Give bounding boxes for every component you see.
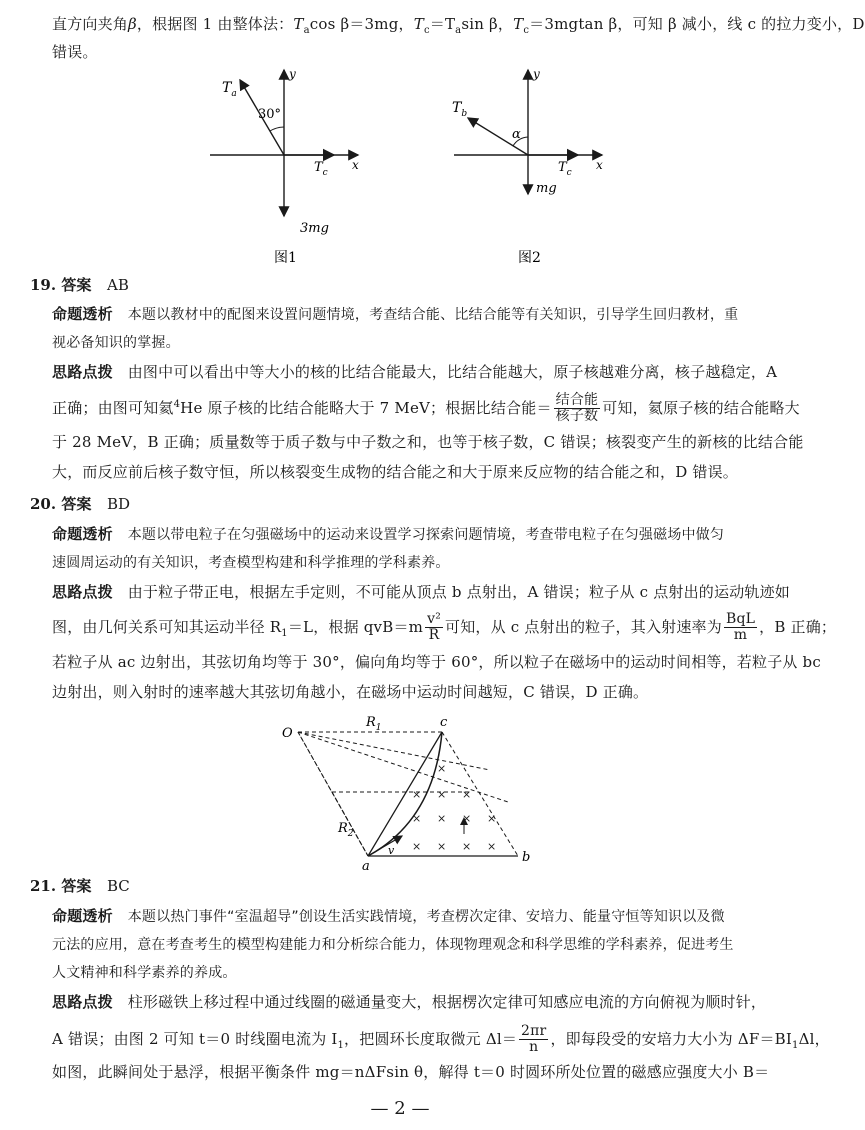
fig2-label-tc: $T_c$ [558, 160, 572, 178]
fig3-field-crosses [412, 762, 496, 853]
q20-answer: 20. 答案 BD [30, 495, 131, 513]
fig3-cross: × [462, 812, 472, 825]
fig3-cross: × [462, 840, 472, 853]
figure-3 [280, 710, 540, 874]
fig1-label-angle: 30° [258, 107, 282, 122]
figure-1 [200, 66, 380, 276]
fig3-cross: × [487, 840, 497, 853]
binding-energy-fraction: $\frac{\text{结合能}}{\text{核子数}}$ [555, 392, 599, 425]
fig2-label-angle: α [512, 127, 521, 142]
fig1-angle-arc [270, 127, 284, 131]
fig3-label-a: a [362, 859, 370, 874]
q19-solution-line-1: 思路点拨 由图中可以看出中等大小的核的比结合能最大，比结合能越大，原子核越难分离，核子越稳定，A [52, 363, 778, 381]
fig3-label-r1: $R_1$ [366, 715, 382, 733]
fig3-cross: × [412, 840, 422, 853]
fig3-cross: × [412, 788, 422, 801]
intro-line-2: 错误。 [52, 43, 98, 61]
centripetal-fraction: $\frac{\text{v²}}{R}$ [427, 611, 442, 644]
fig3-label-b: b [522, 850, 531, 865]
q21-analysis-line-2: 元法的应用，意在考查考生的模型构建能力和分析综合能力，体现物理观念和科学思维的学科素养，促进考生 [52, 937, 734, 953]
fig3-cross: × [437, 812, 447, 825]
q21-solution-line-3: 如图，此瞬间处于悬浮，根据平衡条件 mg＝nΔFsin θ，解得 t＝0 时圆环所处位置的磁感应强度大小 B＝ [52, 1063, 770, 1081]
fig1-label-ta: $T_a$ [222, 80, 237, 99]
fig2-label-x: x [596, 158, 603, 172]
fig2-label-tb: $T_b$ [452, 100, 468, 119]
q21-analysis-line-1: 命题透析 本题以热门事件“室温超导”创设生活实践情境，考查楞次定律、安培力、能量守恒等知识以及微 [52, 907, 725, 925]
fig3-cross: × [412, 812, 422, 825]
fig3-label-c: c [440, 715, 448, 730]
q21-answer: 21. 答案 BC [30, 877, 130, 895]
fig2-caption: 图2 [518, 250, 541, 266]
q19-analysis-line-2: 视必备知识的掌握。 [52, 335, 180, 351]
fig3-dashed-lines [298, 732, 518, 856]
q19-solution-line-4: 大，而反应前后核子数守恒，所以核裂变生成物的结合能之和大于原来反应物的结合能之和，D 错误。 [52, 463, 738, 481]
velocity-fraction: $\frac{\text{BqL}}{m}$ [725, 611, 756, 644]
arc-element-fraction: $\frac{2\pi r}{n}$ [521, 1023, 547, 1056]
q20-analysis-line-1: 命题透析 本题以带电粒子在匀强磁场中的运动来设置学习探索问题情境，考查带电粒子在匀强磁场中做匀 [52, 525, 725, 543]
fig1-label-y: y [289, 67, 296, 81]
q19-solution-line-2: 正确；由图可知氦$^4$He 原子核的比结合能略大于 7 MeV；根据比结合能＝ $\frac{\text{结合能}}{\text{核子数}}$ 可知，氦原子核的结合能略大 [52, 392, 800, 425]
q21-solution-line-2: A 错误；由图 2 可知 t＝0 时线圈电流为 $I_1$，把圆环长度取微元 Δl＝ $\frac{2\pi r}{n}$ ，即每段受的安培力大小为 $\Delta F=BI_1\Delta l$， [52, 1023, 830, 1056]
q21-analysis-line-3: 人文精神和科学素养的养成。 [52, 965, 237, 981]
fig2-label-mg: mg [536, 181, 557, 196]
q20-solution-line-2: 图，由几何关系可知其运动半径 $R_1=L$，根据 qvB＝m $\frac{\text{v²}}{R}$ 可知，从 c 点射出的粒子，其入射速率为 $\frac{\text{BqL}}{m}$ ，B 正确； [52, 611, 837, 644]
fig3-cross: × [437, 788, 447, 801]
q19-solution-line-3: 于 28 MeV，B 正确；质量数等于质子数与中子数之和，也等于核子数，C 错误；核裂变产生的新核的比结合能 [52, 433, 804, 451]
q20-analysis-line-2: 速圆周运动的有关知识，考查模型构建和科学推理的学科素养。 [52, 555, 450, 571]
q19-answer: 19. 答案 AB [30, 276, 129, 294]
page-number: — 2 — [370, 1098, 430, 1119]
q20-solution-line-4: 边射出，则入射时的速率越大其弦切角越小，在磁场中运动时间越短，C 错误，D 正确。 [52, 683, 649, 701]
fig3-label-v: v [388, 844, 395, 857]
figure-2 [444, 66, 624, 276]
fig3-label-r2: $R_2$ [338, 821, 354, 839]
q21-solution-line-1: 思路点拨 柱形磁铁上移过程中通过线圈的磁通量变大，根据楞次定律可知感应电流的方向俯视为顺时针， [52, 993, 767, 1011]
q19-analysis-line-1: 命题透析 本题以教材中的配图来设置问题情境，考查结合能、比结合能等有关知识，引导学生回归教材，重 [52, 305, 739, 323]
fig3-side-ac [368, 732, 442, 856]
q20-solution-line-1: 思路点拨 由于粒子带正电，根据左手定则，不可能从顶点 b 点射出，A 错误；粒子从 c 点射出的运动轨迹如 [52, 583, 790, 601]
fig3-label-o: O [282, 726, 293, 741]
fig1-label-tc: $T_c$ [314, 160, 328, 178]
fig1-caption: 图1 [274, 250, 297, 266]
fig3-cross: × [437, 840, 447, 853]
fig1-label-mg: 3mg [300, 221, 329, 236]
fig3-velocity-arrow [368, 836, 402, 856]
fig3-cross: × [487, 812, 497, 825]
fig3-cross: × [437, 762, 447, 775]
fig3-cross: × [462, 788, 472, 801]
fig2-label-y: y [533, 67, 540, 81]
q20-solution-line-3: 若粒子从 ac 边射出，其弦切角均等于 30°，偏向角均等于 60°，所以粒子在磁场中的运动时间相等，若粒子从 bc [52, 653, 821, 671]
fig1-label-x: x [352, 158, 359, 172]
intro-line-1: 直方向夹角β，根据图 1 由整体法：$T_a\cos$ β＝3mg，$T_c=T_a\sin$ β，$T_c=3mgtan$ β，可知 β 减小，线 c 的拉力变小，D [52, 15, 865, 36]
